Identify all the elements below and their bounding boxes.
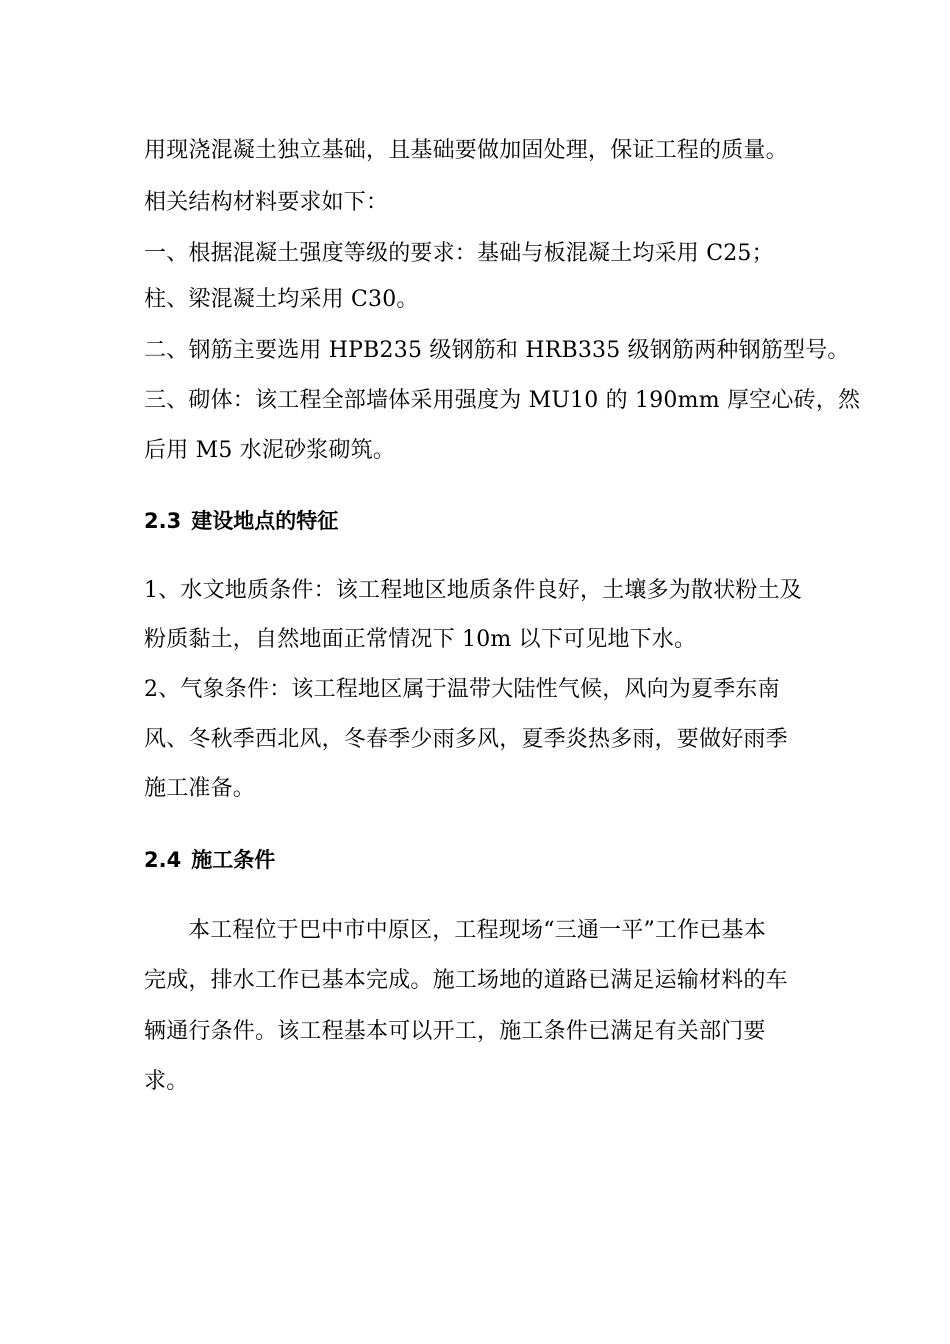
text-line: 辆通行条件。该工程基本可以开工，施工条件已满足有关部门要	[144, 1019, 766, 1044]
text-line: 用现浇混凝土独立基础，且基础要做加固处理，保证工程的质量。	[144, 138, 788, 163]
text-line: 相关结构材料要求如下：	[144, 190, 389, 215]
text-line: 后用 M5 水泥砂浆砌筑。	[144, 438, 396, 463]
text-line: 完成，排水工作已基本完成。施工场地的道路已满足运输材料的车	[144, 968, 788, 993]
text-line: 1、水文地质条件：该工程地区地质条件良好，土壤多为散状粉土及	[144, 578, 802, 603]
text-line: 二、钢筋主要选用 HPB235 级钢筋和 HRB335 级钢筋两种钢筋型号。	[144, 338, 850, 363]
text-line: 2、气象条件：该工程地区属于温带大陆性气候，风向为夏季东南	[144, 677, 780, 702]
section-heading-2-4	[144, 846, 275, 874]
text-line: 本工程位于巴中市中原区，工程现场“三通一平”工作已基本	[188, 918, 766, 943]
text-line: 柱、梁混凝土均采用 C30。	[144, 287, 419, 312]
text-line: 风、冬秋季西北风，冬春季少雨多风，夏季炎热多雨，要做好雨季	[144, 727, 788, 752]
text-line: 求。	[144, 1069, 189, 1094]
section-number: 2.4	[144, 848, 182, 872]
section-heading-2-3	[144, 507, 338, 535]
section-title: 施工条件	[191, 848, 276, 872]
text-line: 三、砌体：该工程全部墙体采用强度为 MU10 的 190mm 厚空心砖，然	[144, 388, 861, 413]
text-line: 施工准备。	[144, 776, 256, 801]
text-line: 一、根据混凝土强度等级的要求：基础与板混凝土均采用 C25；	[144, 241, 774, 266]
text-line: 粉质黏土，自然地面正常情况下 10m 以下可见地下水。	[144, 627, 697, 652]
section-number: 2.3	[144, 509, 182, 533]
section-title: 建设地点的特征	[191, 509, 339, 533]
